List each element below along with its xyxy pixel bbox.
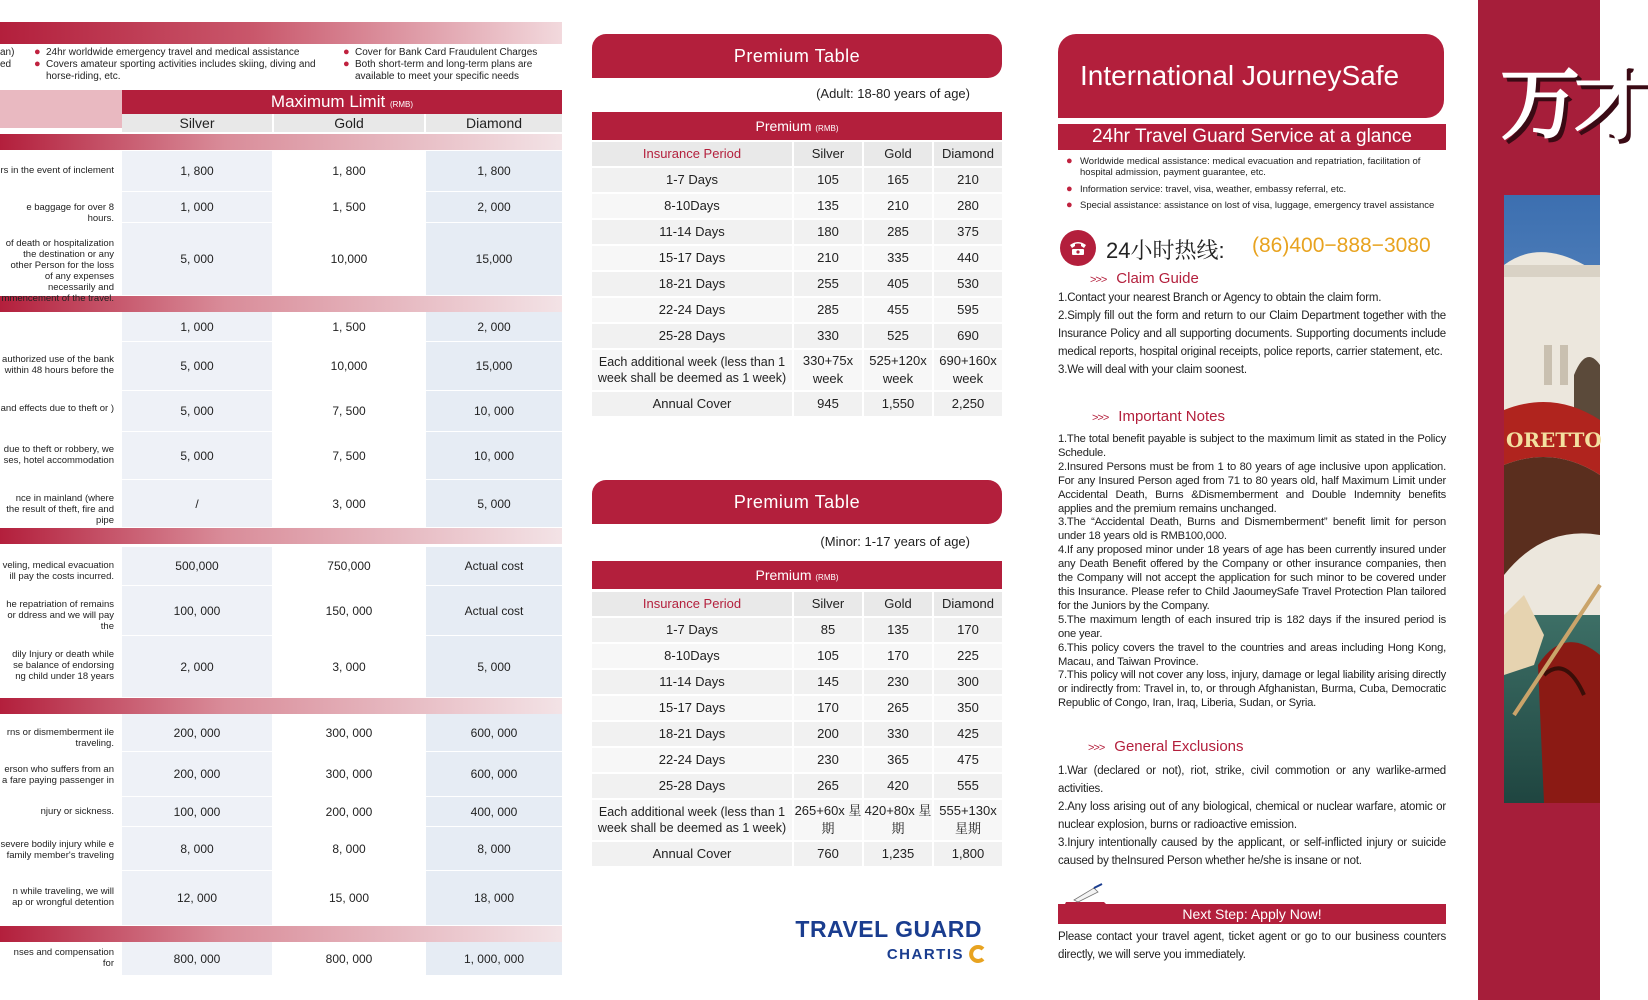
- benefit-row: [0, 480, 562, 528]
- silver-cell: 945: [794, 392, 862, 416]
- table-row-annual: [592, 842, 1002, 868]
- service-bullet: ● Worldwide medical assistance: medical evacuation and repatriation, facilitation of hospital admission, payment guarantee, etc.: [1066, 155, 1421, 178]
- adult-age-note: (Adult: 18-80 years of age): [816, 86, 970, 101]
- phone-icon: [1060, 230, 1096, 266]
- claim-guide-heading: >>> Claim Guide: [1090, 270, 1199, 287]
- benefit-row: [0, 752, 562, 797]
- diamond-cell: 555+130x 星期: [934, 800, 1002, 840]
- diamond-cell: 300: [934, 670, 1002, 694]
- benefit-desc: nses and compensation for: [13, 947, 114, 969]
- silver-limit: 800, 000: [122, 942, 272, 975]
- silver-cell: 145: [794, 670, 862, 694]
- note-item: 7.This policy will not cover any loss, injury, damage or legal liability arising directly or indirectly from: Travel in, to, or through Afghanistan, Burma, Cuba, Democratic Republic of Congo, Iran, Iraq, Liberia, Sudan, or Syria.: [1058, 669, 1446, 710]
- silver-limit: 100, 000: [122, 797, 272, 826]
- tier-gold: Gold: [274, 114, 424, 132]
- product-title: International JourneySafe: [1058, 34, 1444, 118]
- header-diamond: Diamond: [934, 592, 1002, 616]
- diamond-limit: 2, 000: [426, 312, 562, 341]
- silver-cell: 230: [794, 748, 862, 772]
- period-cell: 22-24 Days: [592, 748, 792, 772]
- benefit-row: [0, 547, 562, 586]
- silver-cell: 170: [794, 696, 862, 720]
- period-cell: 22-24 Days: [592, 298, 792, 322]
- silver-limit: 1, 000: [122, 312, 272, 341]
- general-exclusions-heading: >>> General Exclusions: [1088, 738, 1244, 755]
- benefit-desc: e baggage for over 8 hours.: [26, 202, 114, 224]
- silver-cell: 180: [794, 220, 862, 244]
- period-cell: 1-7 Days: [592, 168, 792, 192]
- table-row-additional: [592, 800, 1002, 842]
- table-header: [592, 592, 1002, 618]
- gold-limit: 10,000: [274, 223, 424, 295]
- silver-limit: 5, 000: [122, 432, 272, 479]
- silver-limit: 1, 000: [122, 192, 272, 222]
- benefit-desc: due to theft or robbery, we ses, hotel accommodation: [3, 444, 114, 466]
- gold-cell: 405: [864, 272, 932, 296]
- bullet-fragment: ed: [0, 59, 12, 70]
- benefit-row: [0, 827, 562, 871]
- silver-limit: 200, 000: [122, 752, 272, 796]
- diamond-cell: 555: [934, 774, 1002, 798]
- table-row: [592, 246, 1002, 272]
- gold-cell: 165: [864, 168, 932, 192]
- diamond-limit: 10, 000: [426, 391, 562, 431]
- header-period: Insurance Period: [592, 142, 792, 166]
- gold-cell: 265: [864, 696, 932, 720]
- diamond-cell: 225: [934, 644, 1002, 668]
- arrows-icon: >>>: [1092, 412, 1109, 424]
- diamond-cell: 475: [934, 748, 1002, 772]
- silver-limit: 5, 000: [122, 342, 272, 390]
- contact-text: Please contact your travel agent, ticket agent or go to our business counters directly, we will serve you immediately.: [1058, 931, 1446, 961]
- bullet-item: ● Cover for Bank Card Fraudulent Charges: [343, 46, 538, 58]
- brand-sub: CHARTIS: [886, 946, 964, 963]
- diamond-cell: 595: [934, 298, 1002, 322]
- table-row: [592, 774, 1002, 800]
- gold-cell: 230: [864, 670, 932, 694]
- max-limit-header: Maximum Limit (RMB): [122, 90, 562, 114]
- diamond-limit: 8, 000: [426, 827, 562, 870]
- exclusions-text: [1058, 762, 1446, 870]
- period-cell: 11-14 Days: [592, 670, 792, 694]
- gold-limit: 300, 000: [274, 714, 424, 751]
- period-cell: Annual Cover: [592, 392, 792, 416]
- adult-premium-title: Premium Table: [592, 34, 1002, 78]
- table-row: [592, 194, 1002, 220]
- table-row: [592, 618, 1002, 644]
- diamond-limit: 1, 800: [426, 151, 562, 191]
- hotline-label: 24小时热线:: [1106, 238, 1225, 263]
- gold-cell: 365: [864, 748, 932, 772]
- diamond-limit: Actual cost: [426, 586, 562, 635]
- period-cell: 15-17 Days: [592, 246, 792, 270]
- gold-limit: 1, 800: [274, 151, 424, 191]
- gold-cell: 525+120x week: [864, 350, 932, 390]
- benefit-desc: erson who suffers from an a fare paying passenger in: [2, 764, 114, 786]
- gold-cell: 330: [864, 722, 932, 746]
- diamond-limit: 18, 000: [426, 871, 562, 925]
- adult-premium-bar: Premium (RMB): [592, 112, 1002, 140]
- table-row: [592, 670, 1002, 696]
- diamond-limit: 2, 000: [426, 192, 562, 222]
- benefit-row: [0, 636, 562, 698]
- cover-title: 万才: [1500, 58, 1648, 151]
- silver-cell: 760: [794, 842, 862, 866]
- gold-cell: 285: [864, 220, 932, 244]
- benefit-desc: n while traveling, we will ap or wrongful detention: [12, 886, 114, 908]
- period-cell: 25-28 Days: [592, 774, 792, 798]
- gold-limit: 7, 500: [274, 432, 424, 479]
- brand-name: TRAVEL GUARD: [795, 916, 982, 942]
- diamond-cell: 690: [934, 324, 1002, 348]
- important-notes-heading: >>> Important Notes: [1092, 408, 1225, 425]
- gold-cell: 210: [864, 194, 932, 218]
- benefit-row: [0, 586, 562, 636]
- benefits-panel: [0, 0, 562, 1000]
- gold-limit: 3, 000: [274, 480, 424, 527]
- silver-cell: 265: [794, 774, 862, 798]
- section-band: [0, 926, 562, 942]
- note-item: 3.The “Accidental Death, Burns and Dismemberment” benefit limit for person under 18 years old is RMB100,000.: [1058, 516, 1446, 543]
- header-silver: Silver: [794, 592, 862, 616]
- period-cell: 25-28 Days: [592, 324, 792, 348]
- silver-limit: 8, 000: [122, 827, 272, 870]
- benefit-desc: rns or dismemberment ile traveling.: [6, 727, 114, 749]
- period-cell: Each additional week (less than 1 week shall be deemed as 1 week): [592, 350, 792, 390]
- section-band: [0, 134, 562, 150]
- period-cell: 1-7 Days: [592, 618, 792, 642]
- venice-photo: [1504, 195, 1600, 803]
- period-cell: 15-17 Days: [592, 696, 792, 720]
- hotline-number: (86)400−888−3080: [1252, 234, 1431, 257]
- maxlimit-corner: [0, 90, 122, 128]
- gold-cell: 170: [864, 644, 932, 668]
- silver-cell: 330: [794, 324, 862, 348]
- header-silver: Silver: [794, 142, 862, 166]
- gold-limit: 200, 000: [274, 797, 424, 826]
- gold-cell: 1,550: [864, 392, 932, 416]
- gold-limit: 3, 000: [274, 636, 424, 697]
- claim-guide-text: [1058, 289, 1446, 379]
- hotline: [1060, 230, 1450, 270]
- pen-icon: [1064, 884, 1108, 906]
- minor-premium-bar: Premium (RMB): [592, 561, 1002, 589]
- benefit-row: [0, 223, 562, 304]
- diamond-cell: 530: [934, 272, 1002, 296]
- diamond-limit: 5, 000: [426, 636, 562, 697]
- next-step-bar: Next Step: Apply Now!: [1058, 904, 1446, 924]
- diamond-cell: 1,800: [934, 842, 1002, 866]
- period-cell: Annual Cover: [592, 842, 792, 866]
- benefit-desc: authorized use of the bank within 48 hours before the: [2, 354, 114, 376]
- benefit-row: [0, 151, 562, 192]
- benefit-desc: rs in the event of inclement: [0, 165, 114, 176]
- bullet-item: ● Covers amateur sporting activities includes skiing, diving and horse-riding, etc.: [34, 58, 316, 82]
- silver-limit: 200, 000: [122, 714, 272, 751]
- silver-limit: 100, 000: [122, 586, 272, 635]
- note-item: 1.The total benefit payable is subject to the maximum limit as stated in the Policy Schedule.: [1058, 433, 1446, 459]
- period-cell: 8-10Days: [592, 194, 792, 218]
- silver-limit: 500,000: [122, 547, 272, 585]
- benefit-desc: dily Injury or death while se balance of endorsing ng child under 18 years: [12, 649, 114, 682]
- silver-cell: 105: [794, 168, 862, 192]
- premium-panel: [592, 0, 1002, 1000]
- diamond-limit: Actual cost: [426, 547, 562, 585]
- diamond-limit: 400, 000: [426, 797, 562, 826]
- table-row: [592, 220, 1002, 246]
- gold-limit: 15, 000: [274, 871, 424, 925]
- diamond-limit: 10, 000: [426, 432, 562, 479]
- claim-step: 1.Contact your nearest Branch or Agency to obtain the claim form.: [1058, 292, 1382, 304]
- diamond-cell: 375: [934, 220, 1002, 244]
- exclusion-item: 3.Injury intentionally caused by the applicant, or self-inflicted injury or suicide caused by theInsured Person whether he/she is insane or not.: [1058, 837, 1446, 867]
- benefit-desc: veling, medical evacuation ill pay the costs incurred.: [2, 560, 114, 582]
- photo-sign-text: ORETTO: [1506, 428, 1602, 452]
- minor-age-note: (Minor: 1-17 years of age): [820, 534, 970, 549]
- note-item: 5.The maximum length of each insured trip is 182 days if the insured period is one year.: [1058, 613, 1446, 640]
- info-panel: [1058, 0, 1448, 1000]
- diamond-limit: 600, 000: [426, 752, 562, 796]
- table-header: [592, 142, 1002, 168]
- benefit-desc: severe bodily injury while e family member's traveling: [0, 839, 114, 861]
- diamond-limit: 600, 000: [426, 714, 562, 751]
- period-cell: Each additional week (less than 1 week shall be deemed as 1 week): [592, 800, 792, 840]
- header-gold: Gold: [864, 142, 932, 166]
- silver-limit: 5, 000: [122, 391, 272, 431]
- tier-diamond: Diamond: [426, 114, 562, 132]
- benefit-desc: and effects due to theft or ): [0, 403, 114, 414]
- claim-step: 3.We will deal with your claim soonest.: [1058, 364, 1247, 376]
- silver-limit: 12, 000: [122, 871, 272, 925]
- benefit-row: [0, 432, 562, 480]
- diamond-limit: 15,000: [426, 223, 562, 295]
- section-band: [0, 528, 562, 544]
- table-row: [592, 644, 1002, 670]
- silver-limit: 1, 800: [122, 151, 272, 191]
- note-item: 2.Insured Persons must be from 1 to 80 years of age inclusive upon application. For any Insured Person aged from 71 to 80 years old, half Maximum Limit under Accidental Death, Burns &Dismemberment and Double Indemnity benefits applies and the premium remains unchanged.: [1058, 460, 1446, 515]
- chartis-c-icon: [968, 944, 988, 964]
- benefit-row: [0, 942, 562, 976]
- diamond-cell: 350: [934, 696, 1002, 720]
- gold-limit: 8, 000: [274, 827, 424, 870]
- diamond-cell: 690+160x week: [934, 350, 1002, 390]
- service-bullet: ● Special assistance: assistance on lost of visa, luggage, emergency travel assistance: [1066, 199, 1435, 211]
- period-cell: 18-21 Days: [592, 722, 792, 746]
- diamond-cell: 210: [934, 168, 1002, 192]
- benefit-desc: of death or hospitalization the destination or any other Person for the loss of any expenses necessarily and mmencement of the travel.: [1, 238, 114, 304]
- gold-cell: 335: [864, 246, 932, 270]
- period-cell: 11-14 Days: [592, 220, 792, 244]
- benefit-row: [0, 797, 562, 827]
- table-row: [592, 324, 1002, 350]
- header-period: Insurance Period: [592, 592, 792, 616]
- benefit-desc: nce in mainland (where the result of theft, fire and pipe: [6, 493, 114, 526]
- exclusion-item: 2.Any loss arising out of any biological, chemical or nuclear warfare, atomic or nuclear explosion, burns or radioactive emission.: [1058, 801, 1446, 831]
- diamond-cell: 440: [934, 246, 1002, 270]
- benefit-row: [0, 342, 562, 391]
- silver-limit: 2, 000: [122, 636, 272, 697]
- left-top-band: [0, 22, 562, 44]
- benefit-row: [0, 391, 562, 432]
- arrows-icon: >>>: [1090, 274, 1107, 286]
- gold-limit: 150, 000: [274, 586, 424, 635]
- silver-cell: 265+60x 星期: [794, 800, 862, 840]
- bullet-item: ● Both short-term and long-term plans are available to meet your specific needs: [343, 58, 533, 82]
- table-row: [592, 298, 1002, 324]
- silver-cell: 330+75x week: [794, 350, 862, 390]
- diamond-limit: 5, 000: [426, 480, 562, 527]
- gold-limit: 10,000: [274, 342, 424, 390]
- section-band: [0, 698, 562, 714]
- silver-limit: /: [122, 480, 272, 527]
- claim-step: 2.Simply fill out the form and return to our Claim Department together with the Insurance Policy and all supporting documents. Supporting documents include medical reports, hospital original receipts, police reports, carrier statement, etc.: [1058, 310, 1446, 358]
- period-cell: 8-10Days: [592, 644, 792, 668]
- tier-silver: Silver: [122, 114, 272, 132]
- silver-cell: 285: [794, 298, 862, 322]
- gold-limit: 1, 500: [274, 312, 424, 341]
- gold-limit: 7, 500: [274, 391, 424, 431]
- benefit-row: [0, 312, 562, 342]
- silver-cell: 85: [794, 618, 862, 642]
- silver-cell: 105: [794, 644, 862, 668]
- header-gold: Gold: [864, 592, 932, 616]
- diamond-limit: 15,000: [426, 342, 562, 390]
- bullet-fragment: an): [0, 47, 15, 58]
- gold-cell: 420+80x 星期: [864, 800, 932, 840]
- gold-cell: 135: [864, 618, 932, 642]
- silver-limit: 5, 000: [122, 223, 272, 295]
- silver-cell: 210: [794, 246, 862, 270]
- diamond-cell: 280: [934, 194, 1002, 218]
- service-bar: 24hr Travel Guard Service at a glance: [1058, 124, 1446, 150]
- note-item: 4.If any proposed minor under 18 years of age has been currently insured under any Death Benefit offered by the Company or other insurance companies, then the Company will not accept the application for such minor to be covered under this Insurance. Please refer to Child JaoumeySafe Travel Protection Plan tailored for the Juniors by the Company.: [1058, 544, 1446, 612]
- benefit-desc: njury or sickness.: [40, 806, 114, 817]
- period-cell: 18-21 Days: [592, 272, 792, 296]
- header-diamond: Diamond: [934, 142, 1002, 166]
- gold-cell: 525: [864, 324, 932, 348]
- silver-cell: 200: [794, 722, 862, 746]
- diamond-cell: 425: [934, 722, 1002, 746]
- gold-limit: 750,000: [274, 547, 424, 585]
- benefit-row: [0, 192, 562, 223]
- table-row: [592, 748, 1002, 774]
- minor-premium-title: Premium Table: [592, 480, 1002, 524]
- cover-panel: [1478, 0, 1648, 1000]
- gold-cell: 1,235: [864, 842, 932, 866]
- benefit-row: [0, 871, 562, 926]
- benefit-desc: he repatriation of remains or ddress and we will pay the: [6, 599, 114, 632]
- gold-cell: 455: [864, 298, 932, 322]
- service-bullet: ● Information service: travel, visa, weather, embassy referral, etc.: [1066, 183, 1347, 195]
- gold-limit: 300, 000: [274, 752, 424, 796]
- silver-cell: 255: [794, 272, 862, 296]
- note-item: 6.This policy covers the travel to the countries and areas including Hong Kong, Macau, and Taiwan Province.: [1058, 641, 1446, 668]
- travel-guard-logo: [782, 916, 1002, 976]
- arrows-icon: >>>: [1088, 742, 1105, 754]
- table-row: [592, 696, 1002, 722]
- silver-cell: 135: [794, 194, 862, 218]
- table-row: [592, 272, 1002, 298]
- bullet-item: ● 24hr worldwide emergency travel and medical assistance: [34, 46, 300, 58]
- exclusion-item: 1.War (declared or not), riot, strike, civil commotion or any warlike-armed activities.: [1058, 765, 1446, 795]
- gold-cell: 420: [864, 774, 932, 798]
- diamond-cell: 2,250: [934, 392, 1002, 416]
- diamond-cell: 170: [934, 618, 1002, 642]
- important-notes-text: [1058, 433, 1446, 711]
- gold-limit: 1, 500: [274, 192, 424, 222]
- gold-limit: 800, 000: [274, 942, 424, 975]
- diamond-limit: 1, 000, 000: [426, 942, 562, 975]
- table-row: [592, 722, 1002, 748]
- table-row-additional: [592, 350, 1002, 392]
- table-row: [592, 168, 1002, 194]
- table-row-annual: [592, 392, 1002, 418]
- benefit-row: [0, 714, 562, 752]
